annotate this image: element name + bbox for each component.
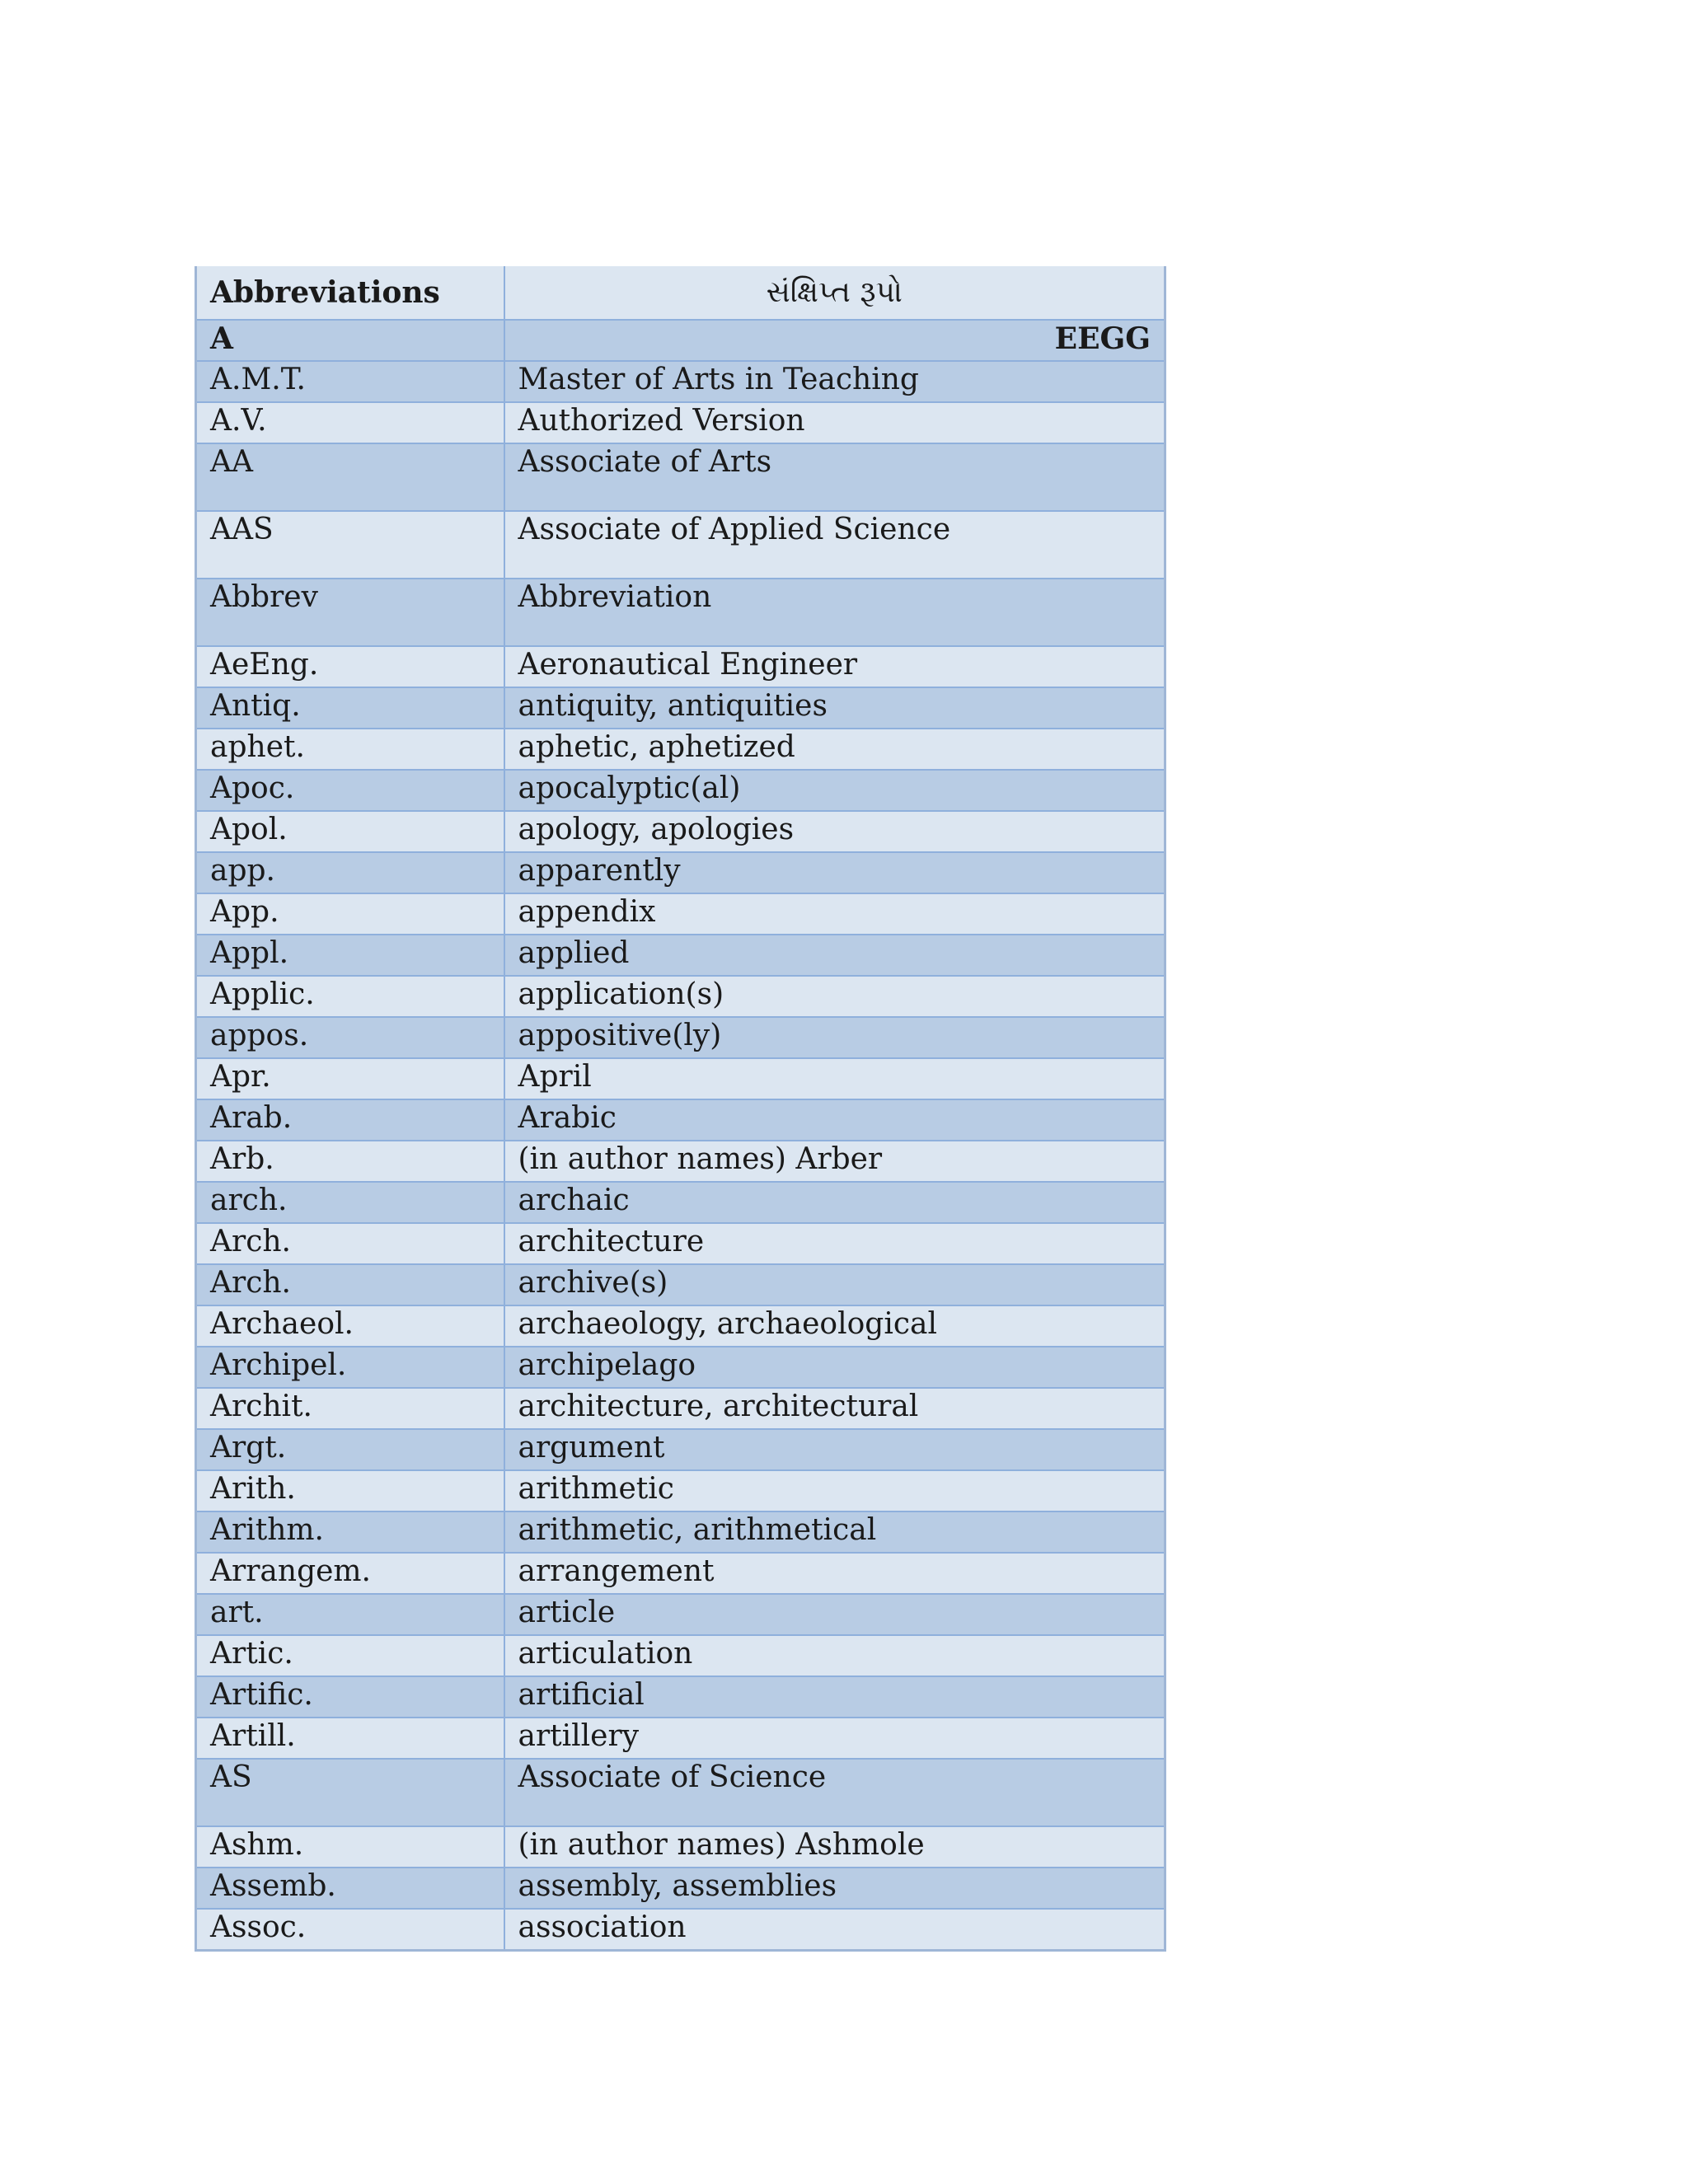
table-row [196, 1429, 1165, 1470]
table-row [196, 1594, 1165, 1635]
abbreviation-cell: Assemb. [196, 1868, 504, 1909]
header-title-gujarati: સંક્ષિપ્ત રૂપો [504, 266, 1165, 320]
table-row [196, 770, 1165, 811]
table-row [196, 1017, 1165, 1058]
table-row [196, 1511, 1165, 1553]
abbreviation-cell: AA [196, 443, 504, 511]
abbreviation-cell: Arab. [196, 1099, 504, 1141]
meaning-cell: Master of Arts in Teaching [504, 361, 1165, 402]
table-row [196, 443, 1165, 511]
meaning-cell: arithmetic [504, 1470, 1165, 1511]
abbreviation-cell: Arith. [196, 1470, 504, 1511]
abbreviation-cell: Arrangem. [196, 1553, 504, 1594]
table-row [196, 893, 1165, 935]
section-tag: EEGG [504, 320, 1165, 361]
meaning-cell: Associate of Arts [504, 443, 1165, 511]
abbreviations-table [195, 266, 1166, 1952]
abbreviation-cell: Applic. [196, 976, 504, 1017]
meaning-cell: archaeology, archaeological [504, 1305, 1165, 1347]
meaning-cell: Aeronautical Engineer [504, 646, 1165, 687]
header-title-english: Abbreviations [196, 266, 504, 320]
abbreviation-cell: Artill. [196, 1718, 504, 1759]
meaning-cell: assembly, assemblies [504, 1868, 1165, 1909]
table-row [196, 1553, 1165, 1594]
meaning-cell: artificial [504, 1676, 1165, 1718]
abbreviation-cell: Arch. [196, 1223, 504, 1264]
meaning-cell: Abbreviation [504, 579, 1165, 646]
meaning-cell: Associate of Applied Science [504, 511, 1165, 579]
meaning-cell: artillery [504, 1718, 1165, 1759]
table-row [196, 1909, 1165, 1950]
abbreviation-cell: Arch. [196, 1264, 504, 1305]
abbreviation-cell: Archit. [196, 1388, 504, 1429]
abbreviation-cell: Apoc. [196, 770, 504, 811]
abbreviation-cell: A.M.T. [196, 361, 504, 402]
table-row [196, 935, 1165, 976]
abbreviation-cell: AAS [196, 511, 504, 579]
table-row [196, 1182, 1165, 1223]
meaning-cell: archive(s) [504, 1264, 1165, 1305]
section-letter: A [196, 320, 504, 361]
abbreviation-cell: Apol. [196, 811, 504, 852]
table-row [196, 976, 1165, 1017]
meaning-cell: Authorized Version [504, 402, 1165, 443]
table-row [196, 1826, 1165, 1868]
table-row [196, 1058, 1165, 1099]
abbreviation-cell: Ashm. [196, 1826, 504, 1868]
table-row [196, 1264, 1165, 1305]
table-row [196, 646, 1165, 687]
abbreviation-cell: A.V. [196, 402, 504, 443]
table-row [196, 579, 1165, 646]
meaning-cell: apology, apologies [504, 811, 1165, 852]
abbreviation-cell: Artific. [196, 1676, 504, 1718]
meaning-cell: archaic [504, 1182, 1165, 1223]
meaning-cell: Arabic [504, 1099, 1165, 1141]
table-row [196, 1470, 1165, 1511]
meaning-cell: (in author names) Arber [504, 1141, 1165, 1182]
abbreviation-cell: Assoc. [196, 1909, 504, 1950]
table-row [196, 511, 1165, 579]
table-header-row [196, 266, 1165, 320]
meaning-cell: archipelago [504, 1347, 1165, 1388]
meaning-cell: article [504, 1594, 1165, 1635]
meaning-cell: appositive(ly) [504, 1017, 1165, 1058]
abbreviation-cell: Archaeol. [196, 1305, 504, 1347]
table-row [196, 687, 1165, 729]
meaning-cell: April [504, 1058, 1165, 1099]
abbreviation-cell: Argt. [196, 1429, 504, 1470]
abbreviation-cell: appos. [196, 1017, 504, 1058]
abbreviation-cell: AeEng. [196, 646, 504, 687]
meaning-cell: (in author names) Ashmole [504, 1826, 1165, 1868]
table-row [196, 729, 1165, 770]
table-row [196, 1676, 1165, 1718]
table-row [196, 1305, 1165, 1347]
meaning-cell: antiquity, antiquities [504, 687, 1165, 729]
meaning-cell: arrangement [504, 1553, 1165, 1594]
table-row [196, 361, 1165, 402]
table-row [196, 1347, 1165, 1388]
meaning-cell: applied [504, 935, 1165, 976]
meaning-cell: aphetic, aphetized [504, 729, 1165, 770]
abbreviation-cell: AS [196, 1759, 504, 1826]
abbreviation-cell: app. [196, 852, 504, 893]
table-row [196, 402, 1165, 443]
abbreviation-cell: Arb. [196, 1141, 504, 1182]
meaning-cell: application(s) [504, 976, 1165, 1017]
table-row [196, 1223, 1165, 1264]
abbreviation-cell: aphet. [196, 729, 504, 770]
abbreviation-cell: Antiq. [196, 687, 504, 729]
meaning-cell: apparently [504, 852, 1165, 893]
table-row [196, 1868, 1165, 1909]
meaning-cell: architecture, architectural [504, 1388, 1165, 1429]
abbreviation-cell: Apr. [196, 1058, 504, 1099]
meaning-cell: architecture [504, 1223, 1165, 1264]
meaning-cell: association [504, 1909, 1165, 1950]
table-row [196, 811, 1165, 852]
abbreviation-cell: Arithm. [196, 1511, 504, 1553]
meaning-cell: Associate of Science [504, 1759, 1165, 1826]
meaning-cell: arithmetic, arithmetical [504, 1511, 1165, 1553]
abbreviation-cell: Appl. [196, 935, 504, 976]
table-row [196, 1718, 1165, 1759]
abbreviation-cell: Archipel. [196, 1347, 504, 1388]
table-row [196, 1388, 1165, 1429]
table-row [196, 1099, 1165, 1141]
abbreviation-cell: arch. [196, 1182, 504, 1223]
abbreviation-cell: Abbrev [196, 579, 504, 646]
table-row [196, 1759, 1165, 1826]
table-row [196, 1635, 1165, 1676]
meaning-cell: argument [504, 1429, 1165, 1470]
section-letter-row [196, 320, 1165, 361]
meaning-cell: appendix [504, 893, 1165, 935]
table-row [196, 1141, 1165, 1182]
abbreviation-cell: Artic. [196, 1635, 504, 1676]
meaning-cell: apocalyptic(al) [504, 770, 1165, 811]
abbreviation-cell: App. [196, 893, 504, 935]
table-row [196, 852, 1165, 893]
abbreviation-cell: art. [196, 1594, 504, 1635]
meaning-cell: articulation [504, 1635, 1165, 1676]
